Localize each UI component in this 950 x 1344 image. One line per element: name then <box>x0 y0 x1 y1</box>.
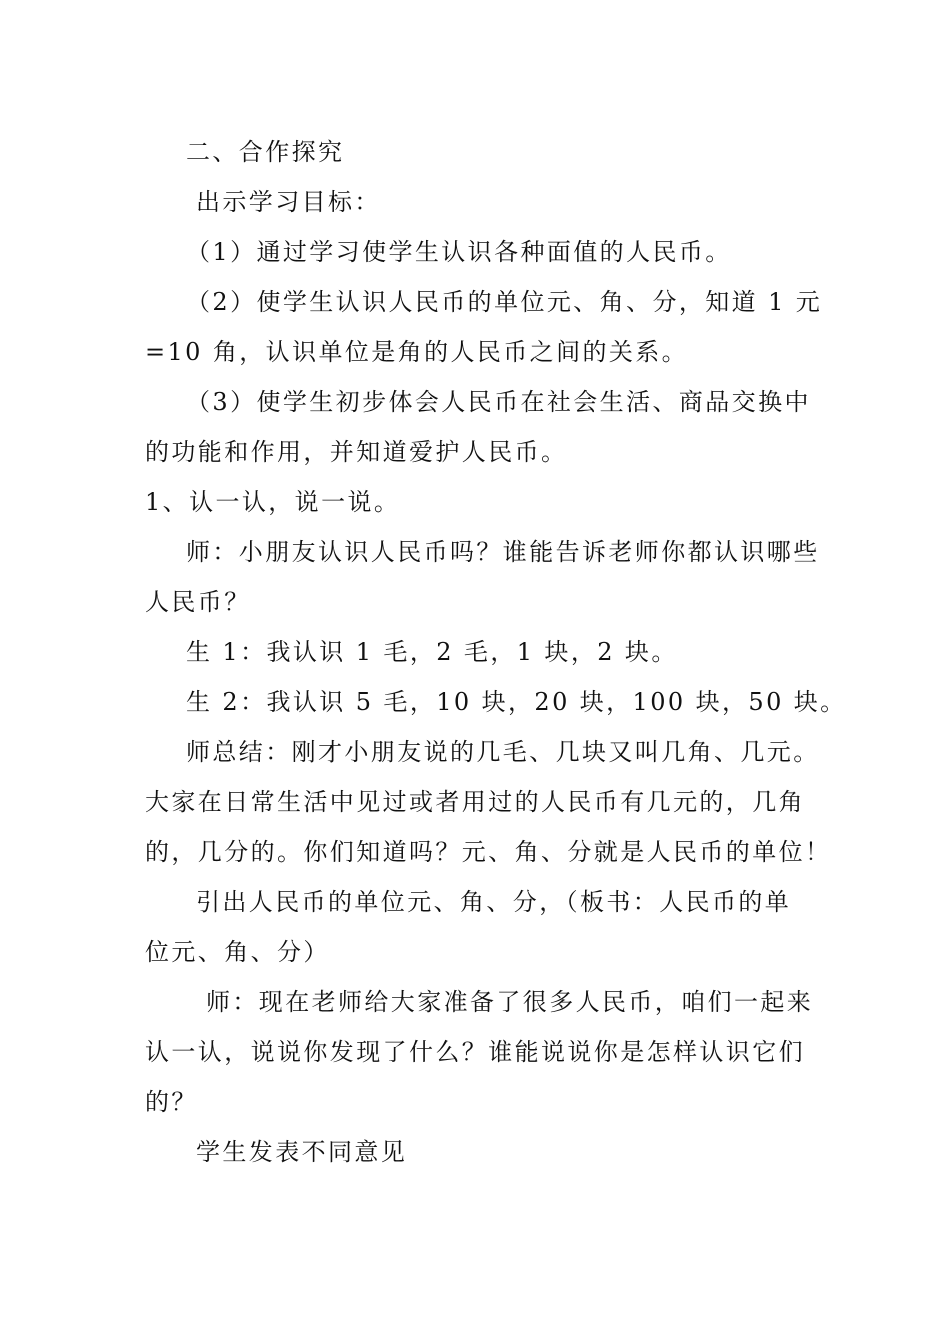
teacher-summary-line-2: 大家在日常生活中见过或者用过的人民币有几元的，几角 <box>145 788 805 816</box>
section-heading: 二、合作探究 <box>186 138 345 166</box>
activity-heading: 1、认一认，说一说。 <box>145 488 401 516</box>
board-note-line-1: 引出人民币的单位元、角、分，（板书：人民币的单 <box>196 888 792 916</box>
teacher-summary-line-1: 师总结：刚才小朋友说的几毛、几块又叫几角、几元。 <box>186 738 820 766</box>
objectives-heading: 出示学习目标： <box>196 188 381 216</box>
objective-2-line-1: （2）使学生认识人民币的单位元、角、分，知道 1 元 <box>186 288 823 316</box>
teacher-question-line-1: 师：小朋友认识人民币吗？谁能告诉老师你都认识哪些 <box>186 538 820 566</box>
student-1-answer: 生 1：我认识 1 毛，2 毛，1 块，2 块。 <box>186 638 678 666</box>
objective-3-line-1: （3）使学生初步体会人民币在社会生活、商品交换中 <box>186 388 811 416</box>
teacher-question-line-2: 人民币？ <box>145 588 251 616</box>
teacher-prompt-line-2: 认一认，说说你发现了什么？谁能说说你是怎样认识它们 <box>145 1038 805 1066</box>
students-respond: 学生发表不同意见 <box>196 1138 408 1166</box>
teacher-summary-line-3: 的，几分的。你们知道吗？元、角、分就是人民币的单位！ <box>145 838 832 866</box>
teacher-prompt-line-3: 的？ <box>145 1088 198 1116</box>
teacher-prompt-line-1: 师：现在老师给大家准备了很多人民币，咱们一起来 <box>206 988 814 1016</box>
objective-3-line-2: 的功能和作用，并知道爱护人民币。 <box>145 438 568 466</box>
objective-1: （1）通过学习使学生认识各种面值的人民币。 <box>186 238 732 266</box>
board-note-line-2: 位元、角、分） <box>145 938 330 966</box>
objective-2-line-2: =10 角，认识单位是角的人民币之间的关系。 <box>145 338 689 366</box>
student-2-answer: 生 2：我认识 5 毛，10 块，20 块，100 块，50 块。 <box>186 688 847 716</box>
